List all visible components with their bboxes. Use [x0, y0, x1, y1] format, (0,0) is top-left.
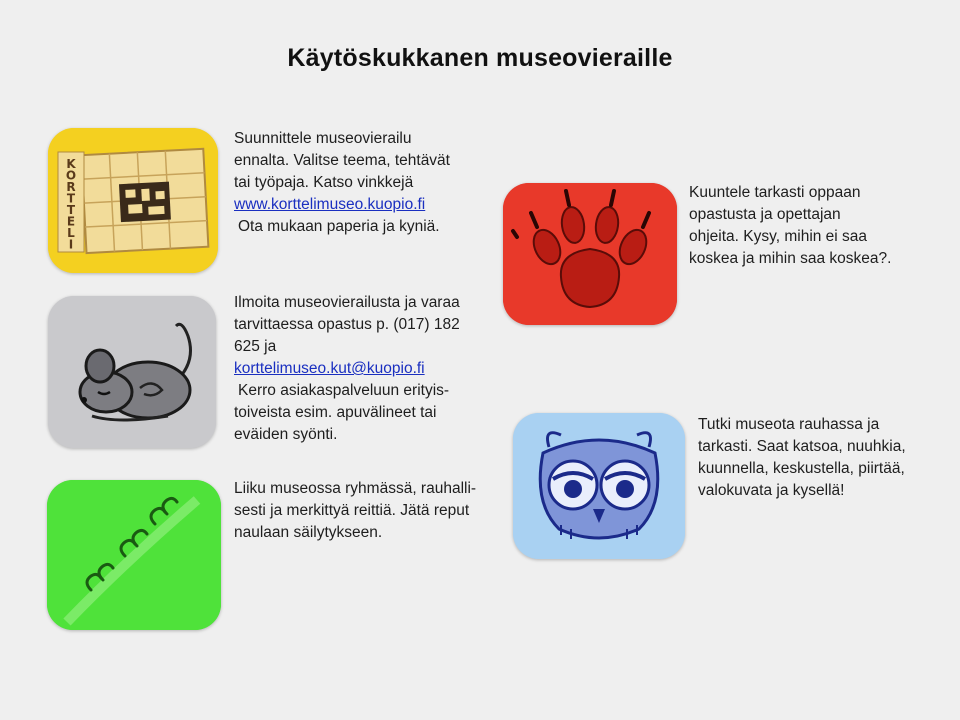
plan-visit-text: [234, 128, 450, 238]
listen-text: [689, 182, 891, 270]
booking-line-5: Kerro asiakaspalveluun erityis-: [238, 382, 450, 399]
booking-line-2: tarvittaessa opastus p. (017) 182: [234, 316, 460, 333]
page-title: Käytöskukkanen museovieraille: [287, 44, 673, 72]
map-letters: K O R T T E L I: [65, 157, 77, 252]
email-link[interactable]: korttelimuseo.kut@kuopio.fi: [234, 360, 425, 377]
listen-line-3: ohjeita. Kysy, mihin ei saa: [689, 228, 868, 245]
move-line-1: Liiku museossa ryhmässä, rauhalli-: [234, 480, 477, 497]
listen-line-2: opastusta ja opettajan: [689, 206, 841, 223]
paw-print-icon: [503, 183, 677, 325]
tracks-image: [47, 480, 221, 630]
explore-line-4: valokuvata ja kysellä!: [698, 482, 845, 499]
explore-line-3: kuunnella, keskustella, piirtää,: [698, 460, 905, 477]
owl-face-icon: [513, 413, 685, 559]
booking-line-6: toiveista esim. apuvälineet tai: [234, 404, 437, 421]
sleeping-mouse-icon: [48, 296, 216, 448]
move-text: [234, 478, 476, 544]
booking-text: [234, 292, 460, 446]
booking-line-1: Ilmoita museovierailusta ja varaa: [234, 294, 460, 311]
booking-line-3: 625 ja: [234, 338, 277, 355]
move-line-3: naulaan säilytykseen.: [234, 524, 383, 541]
listen-line-1: Kuuntele tarkasti oppaan: [689, 184, 861, 201]
explore-text: [698, 414, 906, 502]
owl-image: [513, 413, 685, 559]
explore-line-1: Tutki museota rauhassa ja: [698, 416, 880, 433]
map-image: [48, 128, 218, 273]
plan-line-1: Suunnittele museovierailu: [234, 130, 412, 147]
footprints-icon: [47, 480, 221, 630]
paw-image: [503, 183, 677, 325]
listen-line-4: koskea ja mihin saa koskea?.: [689, 250, 892, 267]
explore-line-2: tarkasti. Saat katsoa, nuuhkia,: [698, 438, 906, 455]
mouse-image: [48, 296, 216, 448]
plan-line-3: tai työpaja. Katso vinkkejä: [234, 174, 414, 191]
museum-website-link[interactable]: www.korttelimuseo.kuopio.fi: [234, 196, 426, 213]
plan-line-2: ennalta. Valitse teema, tehtävät: [234, 152, 450, 169]
plan-line-5: Ota mukaan paperia ja kyniä.: [238, 218, 440, 235]
booking-line-7: eväiden syönti.: [234, 426, 338, 443]
museum-map-icon: [48, 128, 218, 273]
move-line-2: sesti ja merkittyä reittiä. Jätä reput: [234, 502, 470, 519]
